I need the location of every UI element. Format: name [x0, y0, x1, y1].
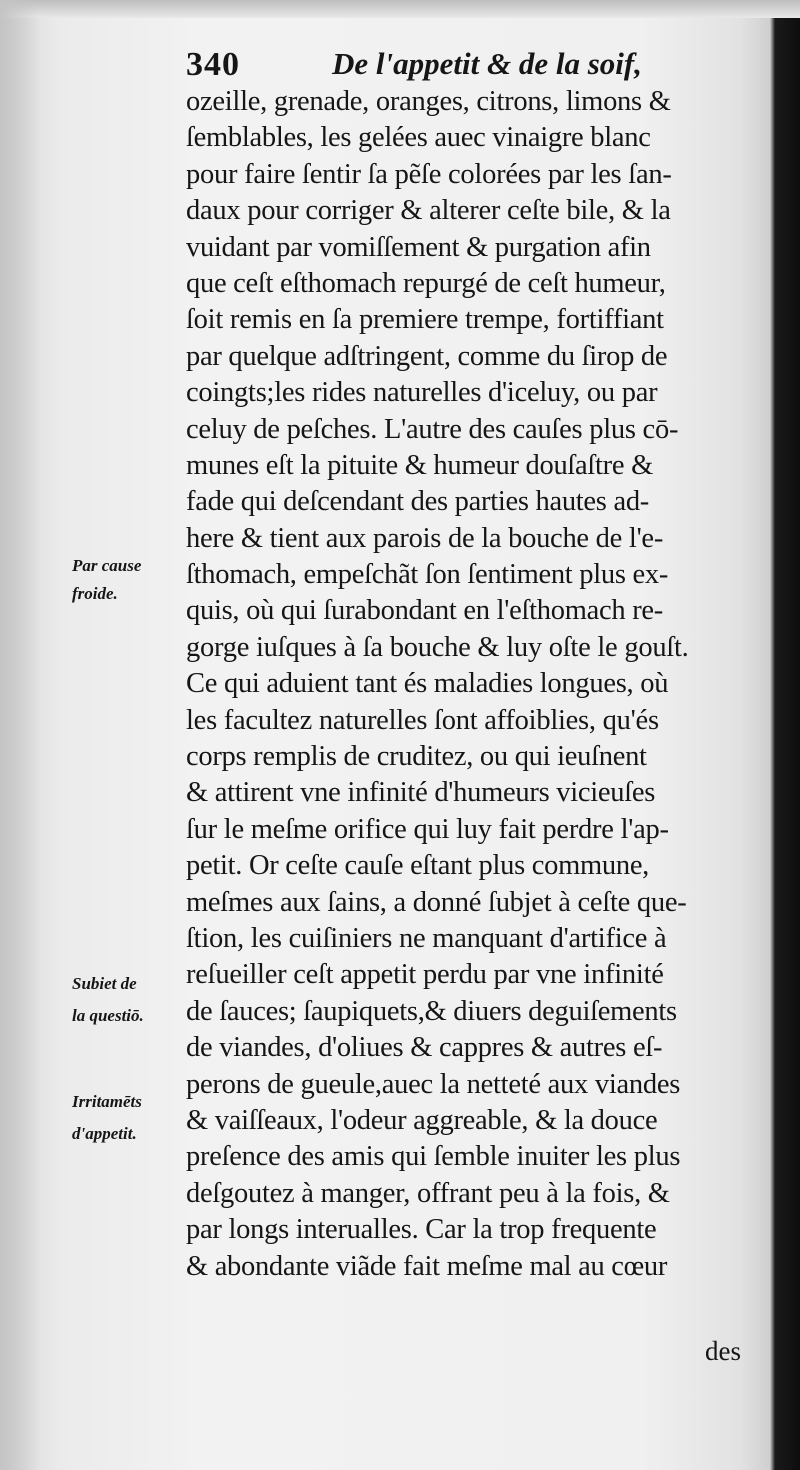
- margin-note-irritaments: [72, 1084, 184, 1152]
- text-line: deſgoutez à manger, offrant peu à la fois, &: [186, 1177, 670, 1209]
- text-line: & vaiſſeaux, l'odeur aggreable, & la douce: [186, 1104, 658, 1136]
- page-top-edge: [0, 0, 800, 18]
- text-line: celuy de peſches. L'autre des cauſes plus cō-: [186, 413, 679, 445]
- text-line: que ceſt eſthomach repurgé de ceſt humeur,: [186, 267, 666, 299]
- text-line: coingts;les rides naturelles d'iceluy, ou par: [186, 377, 658, 409]
- body-text: [186, 84, 786, 1285]
- margin-note-line: la questiō.: [72, 1006, 144, 1025]
- text-line: quis, où qui ſurabondant en l'eſthomach re-: [186, 595, 664, 627]
- text-line: reſueiller ceſt appetit perdu par vne infinité: [186, 959, 664, 991]
- text-line: perons de gueule,auec la netteté aux viandes: [186, 1068, 681, 1100]
- text-line: ſtion, les cuiſiniers ne manquant d'artifice à: [186, 922, 667, 954]
- margin-note-line: Subiet de: [72, 974, 137, 993]
- text-line: ſur le meſme orifice qui luy fait perdre l'ap-: [186, 813, 669, 845]
- text-line: & attirent vne infinité d'humeurs vicieuſes: [186, 777, 656, 809]
- text-line: & abondante viãde fait meſme mal au cœur: [186, 1250, 668, 1282]
- running-title: De l'appetit & de la soif,: [332, 46, 642, 81]
- text-line: fade qui deſcendant des parties hautes ad-: [186, 486, 650, 518]
- margin-note-line: d'appetit.: [72, 1124, 137, 1143]
- text-line: pour faire ſentir ſa pẽſe colorées par les ſan-: [186, 158, 672, 190]
- margin-note-line: Irritamēts: [72, 1092, 142, 1111]
- text-line: daux pour corriger & alterer ceſte bile, & la: [186, 195, 671, 227]
- text-line: de viandes, d'oliues & cappres & autres eſ-: [186, 1032, 663, 1064]
- catchword: des: [705, 1336, 741, 1366]
- text-line: ſthomach, empeſchãt ſon ſentiment plus ex-: [186, 559, 669, 591]
- text-line: corps remplis de cruditez, ou qui ieuſnent: [186, 741, 647, 773]
- text-line: vuidant par vomiſſement & purgation afin: [186, 231, 651, 263]
- text-line: ozeille, grenade, oranges, citrons, limons &: [186, 86, 671, 117]
- margin-note-line: Par cause: [72, 556, 142, 575]
- text-line: here & tient aux parois de la bouche de l'e-: [186, 522, 664, 554]
- text-line: par quelque adſtringent, comme du ſirop de: [186, 340, 668, 372]
- text-line: ſoit remis en ſa premiere trempe, fortiffiant: [186, 304, 664, 336]
- page-number: 340: [186, 46, 240, 83]
- running-head: [186, 46, 746, 86]
- text-line: Ce qui aduient tant és maladies longues, où: [186, 668, 669, 700]
- text-line: preſence des amis qui ſemble inuiter les plus: [186, 1141, 681, 1173]
- margin-note-line: froide.: [72, 584, 118, 603]
- text-line: gorge iuſques à ſa bouche & luy oſte le gouſt.: [186, 631, 689, 663]
- text-line: ſemblables, les gelées auec vinaigre blanc: [186, 122, 651, 154]
- text-line: meſmes aux ſains, a donné ſubjet à ceſte que-: [186, 886, 687, 918]
- text-line: petit. Or ceſte cauſe eſtant plus commune,: [186, 850, 650, 882]
- gutter-shadow: [0, 0, 40, 1470]
- text-line: de ſauces; ſaupiquets,& diuers deguiſements: [186, 995, 677, 1027]
- text-line: par longs interualles. Car la trop frequente: [186, 1214, 657, 1246]
- margin-note-subiet: [72, 966, 184, 1034]
- margin-note-cause-froide: [72, 548, 184, 612]
- text-line: munes eſt la pituite & humeur douſaſtre &: [186, 449, 653, 481]
- text-line: les facultez naturelles ſont affoiblies, qu'és: [186, 704, 659, 736]
